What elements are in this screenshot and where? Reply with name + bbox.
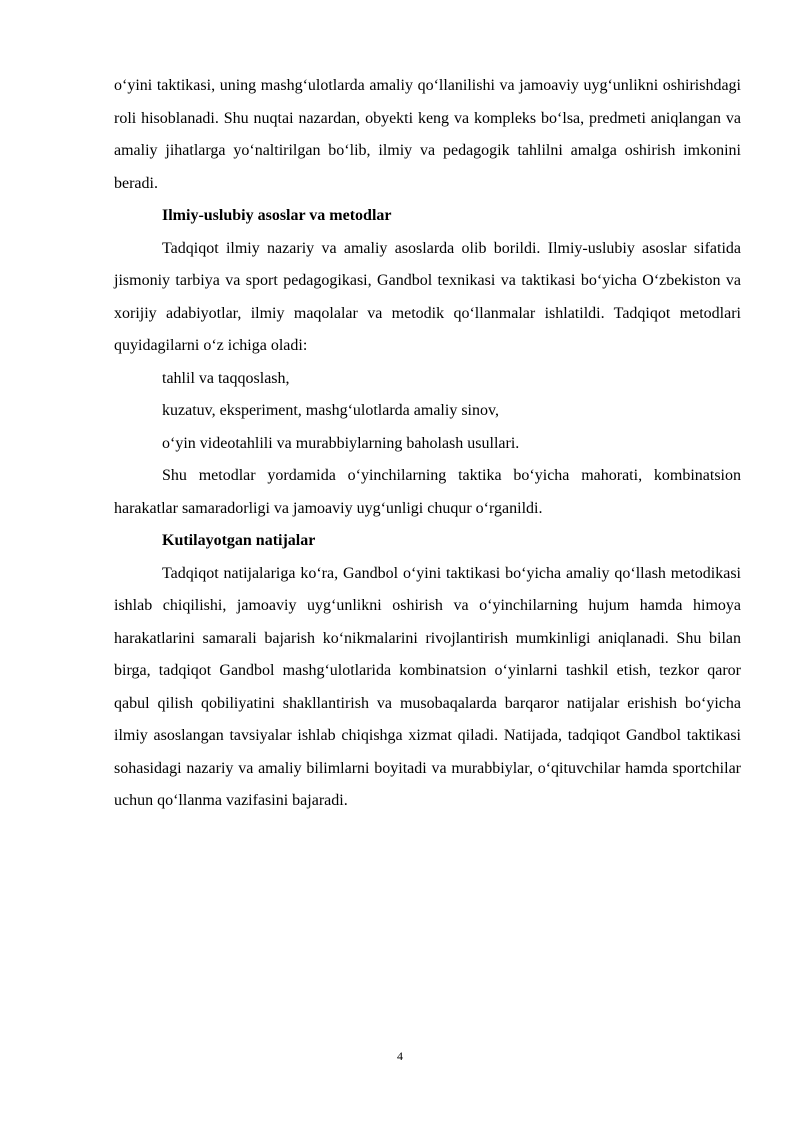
results-heading: Kutilayotgan natijalar (162, 532, 316, 549)
methods-list-item: tahlil va taqqoslash, (162, 369, 290, 387)
methods-closing-paragraph: Shu metodlar yordamida o‘yinchilarning taktika bo‘yicha mahorati, kombinatsion harakatlar samaradorligi va jamoaviy uyg‘unligi chuqur o‘rganildi. (114, 467, 741, 517)
methods-heading: Ilmiy-uslubiy asoslar va metodlar (162, 207, 392, 224)
methods-list-item: kuzatuv, eksperiment, mashg‘ulotlarda amaliy sinov, (162, 402, 499, 419)
intro-paragraph: o‘yini taktikasi, uning mashg‘ulotlarda amaliy qo‘llanilishi va jamoaviy uyg‘unlikni oshirishdagi roli hisoblanadi. Shu nuqtai nazardan, obyekti keng va kompleks bo‘lsa, predmeti aniqlangan va amaliy jihatlarga yo‘naltirilgan bo‘lib, ilmiy va pedagogik tahlilni amalga oshirish imkonini beradi. (114, 77, 741, 192)
document-page (114, 70, 741, 818)
results-paragraph: Tadqiqot natijalariga ko‘ra, Gandbol o‘yini taktikasi bo‘yicha amaliy qo‘llash metodikasi ishlab chiqilishi, jamoaviy uyg‘unlikni oshirish va o‘yinchilarning hujum hamda himoya harakatlarini samarali bajarish ko‘nikmalarini rivojlantirish mumkinligi aniqlanadi. Shu bilan birga, tadqiqot Gandbol mashg‘ulotlarida kombinatsion o‘yinlarni tashkil etish, tezkor qaror qabul qilish qobiliyatini shakllantirish va musobaqalarda barqaror natijalar erishish bo‘yicha ilmiy asoslangan tavsiyalar ishlab chiqishga xizmat qiladi. Natijada, tadqiqot Gandbol taktikasi sohasidagi nazariy va amaliy bilimlarni boyitadi va murabbiylar, o‘qituvchilar hamda sportchilar uchun qo‘llanma vazifasini bajaradi. (114, 564, 741, 809)
page-number: 4 (397, 1049, 403, 1063)
methods-paragraph: Tadqiqot ilmiy nazariy va amaliy asoslarda olib borildi. Ilmiy-uslubiy asoslar sifatida jismoniy tarbiya va sport pedagogikasi, Gandbol texnikasi va taktikasi bo‘yicha O‘zbekiston va xorijiy adabiyotlar, ilmiy maqolalar va metodik qo‘llanmalar ishlatildi. Tadqiqot metodlari quyidagilarni o‘z ichiga oladi: (114, 239, 741, 354)
methods-list-item: o‘yin videotahlili va murabbiylarning baholash usullari. (162, 434, 520, 452)
